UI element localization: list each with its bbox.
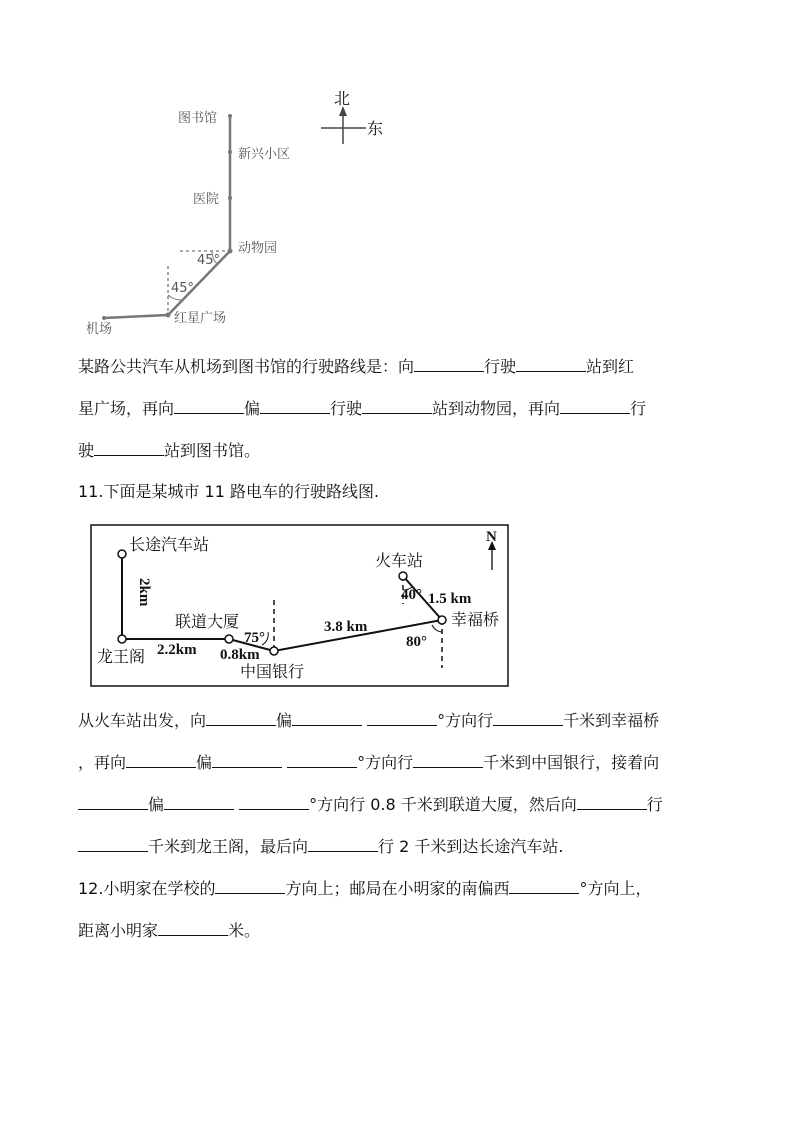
q10-line-1: [78, 357, 728, 377]
text: 站到图书馆。: [164, 441, 261, 460]
lianyi-label: 联道大厦: [175, 612, 240, 631]
text: 偏: [244, 399, 261, 418]
answer-blank[interactable]: [174, 399, 244, 414]
text: 行驶: [484, 357, 517, 376]
q11-line-3: [78, 795, 728, 815]
text: °方向行 0.8 千米到联道大厦，然后向: [309, 795, 577, 814]
angle-label-1: 45°: [197, 253, 221, 268]
text: 距离小明家: [78, 921, 159, 940]
text: °方向上，: [579, 879, 652, 898]
text: 从火车站出发，向: [78, 711, 207, 730]
text: 某路公共汽车从机场到图书馆的行驶路线是：向: [78, 357, 415, 376]
answer-blank[interactable]: [509, 879, 579, 894]
hospital-label: 医院: [193, 192, 220, 207]
q11-line-1: [78, 711, 728, 731]
hongxing-label: 红星广场: [174, 311, 227, 326]
compass-1: [321, 106, 366, 144]
answer-blank[interactable]: [239, 795, 309, 810]
angle-75: 75°: [244, 630, 265, 646]
angle-40: 40°: [401, 587, 422, 603]
q11-heading: 11.下面是某城市 11 路电车的行驶路线图.: [78, 482, 380, 501]
answer-blank[interactable]: [308, 837, 378, 852]
answer-blank[interactable]: [292, 711, 362, 726]
distance-0-8km: 0.8km: [220, 647, 260, 663]
answer-blank[interactable]: [215, 879, 285, 894]
answer-blank[interactable]: [367, 711, 437, 726]
answer-blank[interactable]: [414, 357, 484, 372]
distance-2km: 2km: [136, 578, 152, 607]
bank-label: 中国银行: [240, 662, 305, 681]
answer-blank[interactable]: [516, 357, 586, 372]
angle-label-2: 45°: [171, 281, 195, 296]
north-label: 北: [334, 89, 351, 108]
answer-blank[interactable]: [94, 441, 164, 456]
xingfu-label: 幸福桥: [451, 610, 500, 629]
text: 站到红: [586, 357, 635, 376]
text: 米。: [228, 921, 261, 940]
text: 星广场，再向: [78, 399, 175, 418]
text: 千米到幸福桥: [563, 711, 660, 730]
text: °方向行: [357, 753, 414, 772]
distance-2-2km: 2.2km: [157, 642, 197, 658]
airport-label: 机场: [86, 322, 113, 337]
text: 行: [630, 399, 647, 418]
answer-blank[interactable]: [362, 399, 432, 414]
text: 偏: [148, 795, 165, 814]
distance-3-8km: 3.8 km: [324, 619, 368, 635]
long-station-label: 长途汽车站: [129, 535, 210, 554]
xinxing-label: 新兴小区: [238, 147, 291, 162]
answer-blank[interactable]: [260, 399, 330, 414]
text: 行驶: [330, 399, 363, 418]
answer-blank[interactable]: [577, 795, 647, 810]
answer-blank[interactable]: [164, 795, 234, 810]
answer-blank[interactable]: [560, 399, 630, 414]
q11-line-4: [78, 837, 728, 857]
text: 驶: [78, 441, 95, 460]
text: 偏: [276, 711, 293, 730]
answer-blank[interactable]: [78, 837, 148, 852]
text: 偏: [196, 753, 213, 772]
q12-line-2: [78, 921, 728, 941]
answer-blank[interactable]: [158, 921, 228, 936]
text: 行: [646, 795, 663, 814]
text: 方向上；邮局在小明家的南偏西: [285, 879, 510, 898]
text: 12.小明家在学校的: [78, 879, 216, 898]
text: ，再向: [78, 753, 127, 772]
text: 站到动物园，再向: [432, 399, 561, 418]
train-station-label: 火车站: [375, 551, 424, 570]
answer-blank[interactable]: [413, 753, 483, 768]
bus-route: [102, 114, 233, 320]
text: 千米到中国银行，接着向: [483, 753, 660, 772]
answer-blank[interactable]: [78, 795, 148, 810]
answer-blank[interactable]: [287, 753, 357, 768]
q10-line-2: [78, 399, 728, 419]
zoo-label: 动物园: [238, 241, 278, 256]
east-label: 东: [367, 119, 384, 138]
text: °方向行: [437, 711, 494, 730]
text: 行 2 千米到达长途汽车站.: [378, 837, 564, 856]
q10-line-3: [78, 441, 728, 461]
answer-blank[interactable]: [206, 711, 276, 726]
q12-line-1: [78, 879, 728, 899]
answer-blank[interactable]: [493, 711, 563, 726]
longwang-label: 龙王阁: [97, 647, 146, 666]
answer-blank[interactable]: [212, 753, 282, 768]
text: 千米到龙王阁，最后向: [148, 837, 309, 856]
angle-80: 80°: [406, 634, 427, 650]
answer-blank[interactable]: [126, 753, 196, 768]
q11-line-2: [78, 753, 728, 773]
north-n-label: N: [486, 529, 497, 545]
distance-1-5km: 1.5 km: [428, 591, 472, 607]
library-label: 图书馆: [178, 111, 218, 126]
